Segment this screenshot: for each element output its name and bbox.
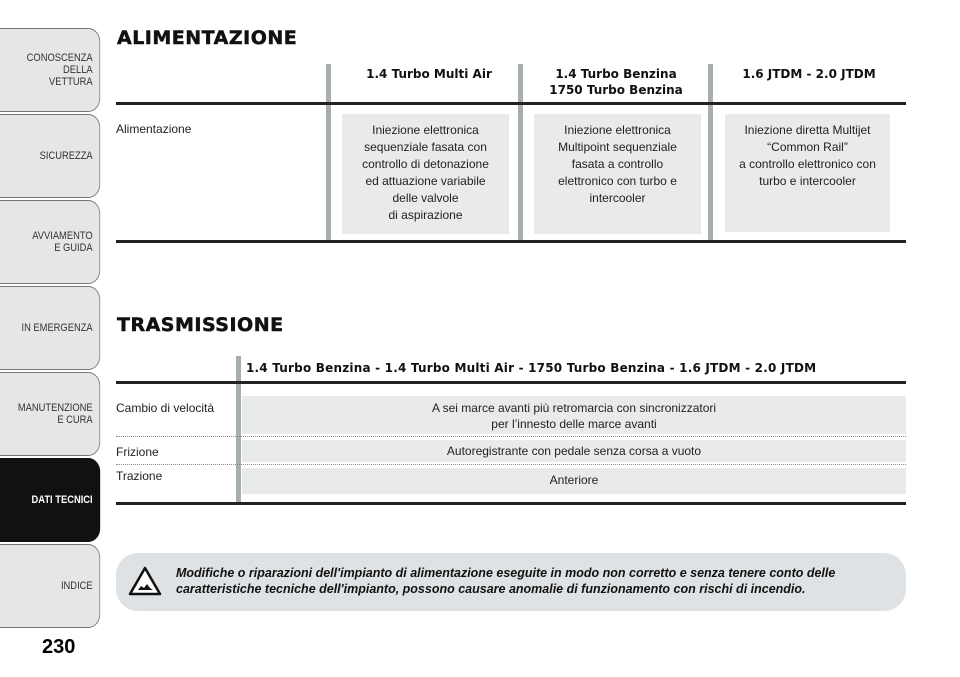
column-divider: [326, 64, 331, 242]
row-separator: [116, 464, 906, 465]
tab-label: SICUREZZA: [39, 150, 93, 162]
tab-label: MANUTENZIONE E CURA: [17, 402, 93, 426]
tab-conoscenza-della-vettura[interactable]: [0, 28, 100, 112]
column-header: 1.4 Turbo Benzina 1750 Turbo Benzina: [549, 67, 683, 97]
row-label-frizione: Frizione: [116, 445, 159, 459]
tab-sicurezza[interactable]: [0, 114, 100, 198]
section-title-trasmissione: TRASMISSIONE: [117, 314, 284, 336]
column-divider: [236, 356, 241, 504]
column-divider: [708, 64, 713, 242]
column-divider: [518, 64, 523, 242]
cell-jtdm: Iniezione diretta Multijet “Common Rail” a controllo elettronico con turbo e intercooler: [725, 114, 890, 232]
page-number: 230: [42, 636, 76, 658]
tab-label: INDICE: [60, 580, 93, 592]
tab-dati-tecnici[interactable]: [0, 458, 100, 542]
cell-frizione: Autoregistrante con pedale senza corsa a vuoto: [242, 440, 906, 462]
cell-trazione: Anteriore: [242, 468, 906, 494]
table-bottom-rule: [116, 240, 906, 243]
tab-label: DATI TECNICI: [31, 494, 93, 506]
table-top-rule: [116, 381, 906, 384]
cell-benzina: Iniezione elettronica Multipoint sequenziale fasata a controllo elettronico con turbo e intercooler: [534, 114, 701, 234]
warning-text: Modifiche o riparazioni dell'impianto di alimentazione eseguite in modo non corretto e senza tenere conto delle caratteristiche tecniche dell'impianto, possono causare anomalie di funzionamento con rischi di incendio.: [176, 566, 836, 596]
tab-in-emergenza[interactable]: [0, 286, 100, 370]
row-label-trazione: Trazione: [116, 469, 163, 483]
table-bottom-rule: [116, 502, 906, 505]
tab-indice[interactable]: [0, 544, 100, 628]
tab-label: IN EMERGENZA: [21, 322, 93, 334]
column-header: 1.6 JTDM - 2.0 JTDM: [742, 67, 876, 81]
tab-avviamento-e-guida[interactable]: [0, 200, 100, 284]
cell-multiair: Iniezione elettronica sequenziale fasata con controllo di detonazione ed attuazione variabile delle valvole di aspirazione: [342, 114, 509, 234]
tab-manutenzione-e-cura[interactable]: [0, 372, 100, 456]
section-title-alimentazione: ALIMENTAZIONE: [117, 27, 298, 49]
row-label-cambio: Cambio di velocità: [116, 401, 215, 415]
tab-label: AVVIAMENTO E GUIDA: [32, 230, 93, 254]
cell-cambio: A sei marce avanti più retromarcia con sincronizzatori per l’innesto delle marce avanti: [242, 396, 906, 434]
tab-label: CONOSCENZA DELLA VETTURA: [26, 52, 93, 88]
row-separator: [116, 436, 906, 437]
column-header: 1.4 Turbo Multi Air: [366, 67, 492, 81]
warning-triangle-icon: [128, 566, 162, 596]
row-label-alimentazione: Alimentazione: [116, 122, 192, 136]
column-header: 1.4 Turbo Benzina - 1.4 Turbo Multi Air - 1750 Turbo Benzina - 1.6 JTDM - 2.0 JTDM: [246, 361, 817, 375]
table-top-rule: [116, 102, 906, 105]
